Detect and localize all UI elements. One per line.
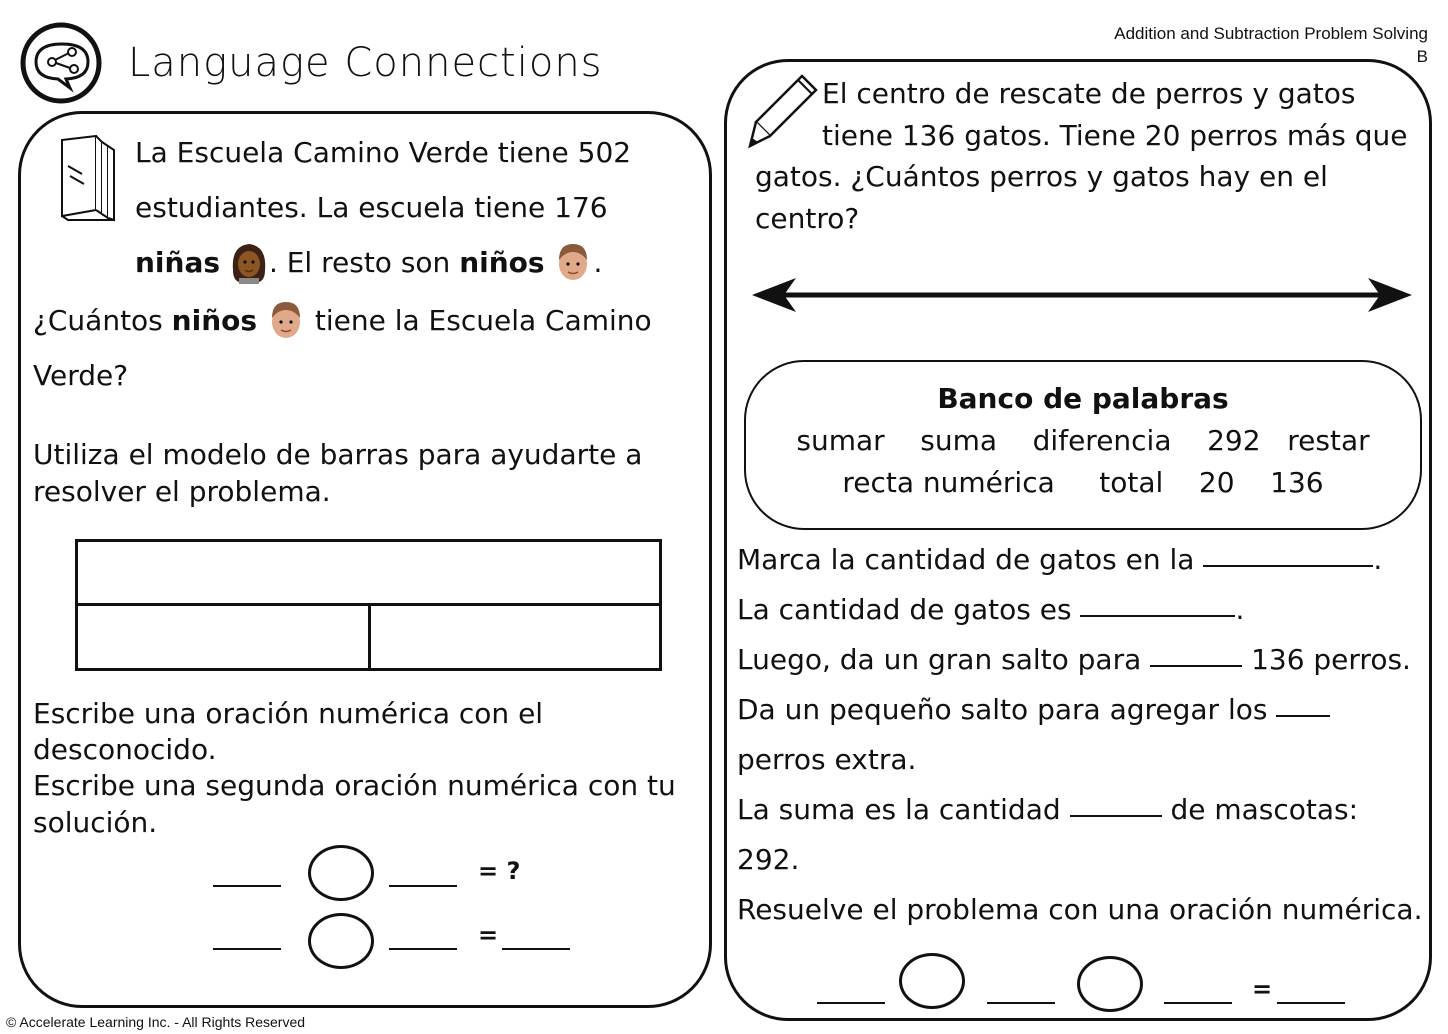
bank-word: sumar (796, 424, 885, 457)
boy-face-icon-2 (266, 298, 306, 342)
word-bank-title: Banco de palabras (937, 382, 1229, 415)
bank-word: recta numérica (842, 466, 1055, 499)
question-line-2: Verde? (33, 359, 129, 392)
text-cuantos: ¿Cuántos (33, 304, 163, 337)
copyright-footer: © Accelerate Learning Inc. - All Rights Reserved (6, 1014, 306, 1030)
bank-word: suma (920, 424, 998, 457)
write-line-4: solución. (33, 806, 158, 839)
frame-line-5: perros extra. (737, 743, 917, 776)
bank-word: 292 (1207, 424, 1261, 457)
dog-problem-line-3: gatos. ¿Cuántos perros y gatos hay en el (755, 160, 1328, 193)
frame-line-8: Resuelve el problema con una oración numérica. (737, 893, 1423, 926)
question-line-1 (33, 293, 652, 348)
eq2-blank-1[interactable] (213, 947, 281, 950)
dog-problem-line-4: centro? (755, 202, 860, 235)
page-title: Language Connections (128, 40, 603, 86)
eq2-operator-circle[interactable] (308, 913, 374, 969)
eq1-operator-circle[interactable] (308, 845, 374, 901)
eq1-blank-2[interactable] (389, 884, 457, 887)
boy-face-icon (553, 240, 593, 284)
eq1-result: = ? (478, 857, 521, 885)
frame-blank-2[interactable] (1080, 614, 1235, 617)
text-el-resto: . El resto son (268, 246, 451, 279)
word-bank-row-1 (744, 424, 1422, 457)
frame-blank-4[interactable] (1276, 714, 1330, 717)
bar-model-top[interactable] (75, 539, 662, 606)
write-line-3: Escribe una segunda oración numérica con tu (33, 769, 676, 802)
word-ninas: niñas (135, 246, 221, 279)
frame-line-4: Da un pequeño salto para agregar los (737, 693, 1330, 726)
instruction-line-1: Utiliza el modelo de barras para ayudarte a (33, 438, 643, 471)
eq2-blank-2[interactable] (389, 947, 457, 950)
frame-blank-6[interactable] (1070, 814, 1162, 817)
req-operator-circle-2[interactable] (1077, 956, 1143, 1012)
bank-word: 20 (1198, 466, 1235, 499)
problem-line-3 (135, 235, 602, 290)
frame-line-1: Marca la cantidad de gatos en la . (737, 543, 1383, 576)
version-letter: B (1416, 47, 1428, 66)
text-period: . (593, 246, 603, 279)
girl-face-icon (229, 240, 269, 284)
dog-problem-line-2: tiene 136 gatos. Tiene 20 perros más que (822, 119, 1408, 152)
req-blank-1[interactable] (817, 1001, 885, 1004)
word-ninos-2: niños (171, 304, 258, 337)
req-operator-circle-1[interactable] (899, 953, 965, 1009)
language-connections-icon (18, 22, 106, 106)
frame-line-6: La suma es la cantidad de mascotas: (737, 793, 1359, 826)
req-blank-3[interactable] (1164, 1001, 1232, 1004)
frame-line-3: Luego, da un gran salto para 136 perros. (737, 643, 1411, 676)
eq1-blank-1[interactable] (213, 884, 281, 887)
bar-model-right[interactable] (368, 603, 662, 671)
word-bank-row-2 (744, 466, 1422, 499)
pencil-icon (748, 72, 820, 150)
word-ninos: niños (459, 246, 545, 279)
write-line-1: Escribe una oración numérica con el (33, 697, 544, 730)
dog-problem-line-1: El centro de rescate de perros y gatos (822, 77, 1356, 110)
frame-blank-1[interactable] (1203, 564, 1373, 567)
bank-word: total (1099, 466, 1164, 499)
bank-word: diferencia (1032, 424, 1172, 457)
number-line[interactable] (750, 275, 1414, 315)
problem-line-2: estudiantes. La escuela tiene 176 (135, 191, 608, 224)
subject-title: Addition and Subtraction Problem Solving (1114, 24, 1428, 43)
req-answer-blank[interactable] (1277, 1001, 1345, 1004)
req-equals: = (1252, 975, 1273, 1003)
instruction-line-2: resolver el problema. (33, 475, 331, 508)
write-line-2: desconocido. (33, 733, 217, 766)
eq2-answer-blank[interactable] (502, 947, 570, 950)
bank-word: 136 (1270, 466, 1324, 499)
frame-line-7: 292. (737, 843, 800, 876)
problem-line-1: La Escuela Camino Verde tiene 502 (135, 136, 632, 169)
text-tiene-escuela: tiene la Escuela Camino (314, 304, 652, 337)
bar-model-left[interactable] (75, 603, 371, 671)
frame-blank-3[interactable] (1150, 664, 1242, 667)
bank-word: restar (1287, 424, 1370, 457)
frame-line-2: La cantidad de gatos es . (737, 593, 1245, 626)
eq2-equals: = (478, 921, 499, 949)
req-blank-2[interactable] (987, 1001, 1055, 1004)
book-icon (56, 134, 118, 222)
